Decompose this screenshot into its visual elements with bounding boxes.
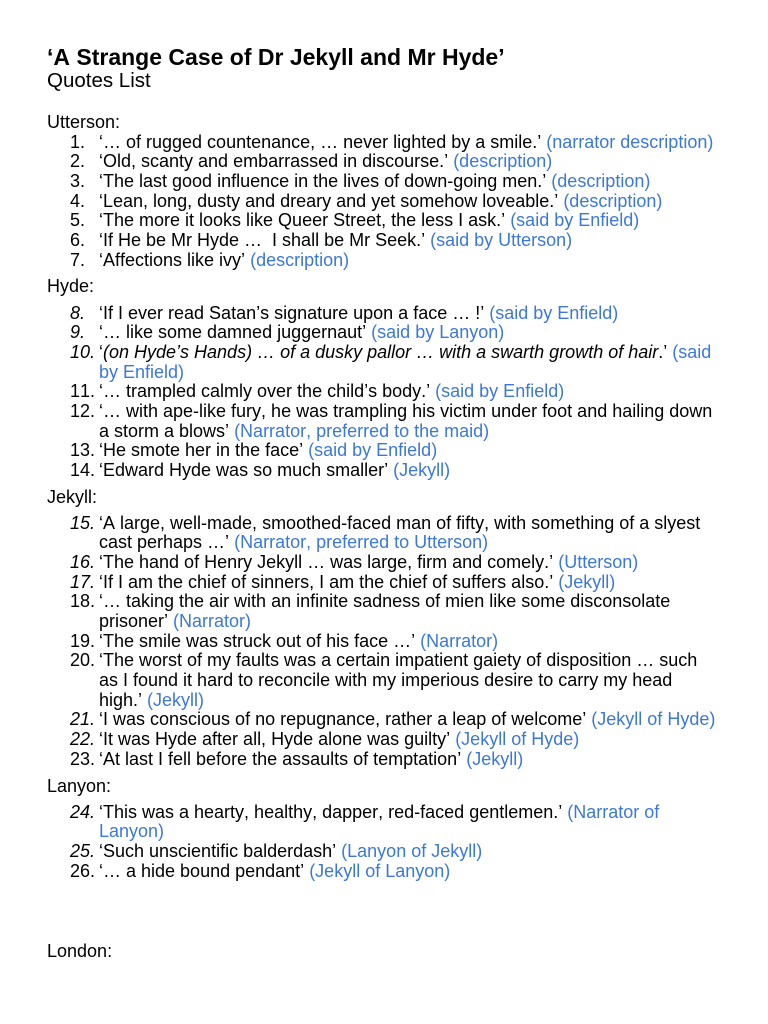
quote-source: (said by Enfield)	[308, 440, 438, 461]
quote-list	[47, 304, 768, 481]
document-title: ‘A Strange Case of Dr Jekyll and Mr Hyde’	[47, 44, 505, 70]
item-text	[99, 251, 715, 271]
quote-text: ‘A large, well-made, smoothed-faced man of fifty, with something of a slyest cast perhaps …’	[99, 512, 706, 553]
quote-source: (Jekyll)	[147, 689, 205, 710]
quote-text: ‘The hand of Henry Jekyll … was large, firm and comely.’	[99, 552, 554, 573]
quote-source: (said by Lanyon)	[371, 322, 505, 343]
quote-text: ‘… like some damned juggernaut’	[99, 322, 367, 343]
item-text	[99, 211, 715, 231]
quote-source: (said by Enfield)	[489, 302, 619, 323]
item-number: 3.	[70, 171, 86, 192]
quote-item	[47, 251, 768, 271]
item-number: 10.	[70, 341, 96, 362]
item-text	[99, 323, 715, 343]
item-text	[99, 382, 715, 402]
quote-item	[47, 461, 768, 481]
quote-text: ‘The smile was struck out of his face …’	[99, 630, 416, 651]
quote-open-mark: ‘	[99, 341, 103, 362]
quote-item	[47, 592, 768, 631]
quote-source: (said by Utterson)	[430, 230, 573, 251]
quote-source: (description)	[563, 190, 663, 211]
quote-text: ‘If He be Mr Hyde … I shall be Mr Seek.’	[99, 230, 426, 251]
item-number: 16.	[70, 552, 96, 573]
item-text	[99, 651, 715, 710]
section-heading: Utterson:	[47, 112, 121, 132]
quote-source: (description)	[250, 249, 350, 270]
section-hyde	[47, 277, 768, 480]
item-text	[99, 553, 715, 573]
quote-text: ‘Old, scanty and embarrassed in discourse.’	[99, 151, 449, 172]
item-number: 2.	[70, 151, 86, 172]
quote-source: (Jekyll of Hyde)	[455, 729, 580, 750]
item-text	[99, 231, 715, 251]
section-lanyon	[47, 777, 768, 882]
section-heading: Lanyon:	[47, 775, 112, 796]
quote-list	[47, 514, 768, 770]
item-text	[99, 133, 715, 153]
item-number: 15.	[70, 512, 96, 533]
quote-source: (Narrator, preferred to Utterson)	[234, 532, 489, 553]
item-text	[99, 862, 715, 882]
item-text	[99, 192, 715, 212]
quote-text: ‘If I ever read Satan’s signature upon a face … !’	[99, 302, 485, 323]
item-text	[99, 592, 715, 631]
quote-item	[47, 382, 768, 402]
quote-source: (Narrator)	[173, 611, 252, 632]
quote-item	[47, 632, 768, 652]
item-number: 17.	[70, 571, 96, 592]
quote-source: (Jekyll)	[466, 748, 524, 769]
item-number: 23.	[70, 748, 96, 769]
item-text	[99, 152, 715, 172]
quote-text: ‘… of rugged countenance, … never lighted by a smile.’	[99, 131, 542, 152]
item-number: 26.	[70, 860, 96, 881]
quote-source: (said by Enfield)	[99, 341, 717, 382]
quote-item	[47, 553, 768, 573]
item-number: 18.	[70, 591, 96, 612]
item-number: 21.	[70, 709, 96, 730]
quote-source: (Jekyll)	[393, 459, 451, 480]
item-number: 7.	[70, 249, 86, 270]
quote-item	[47, 573, 768, 593]
item-text	[99, 803, 715, 842]
quote-source: (Narrator)	[420, 630, 499, 651]
quote-text: ‘This was a hearty, healthy, dapper, red-faced gentlemen.’	[99, 801, 563, 822]
quote-text: ‘… a hide bound pendant’	[99, 860, 305, 881]
quote-item	[47, 842, 768, 862]
item-number: 24.	[70, 801, 96, 822]
section-heading: Jekyll:	[47, 486, 98, 507]
item-number: 6.	[70, 230, 86, 251]
quote-source: (Lanyon of Jekyll)	[341, 841, 483, 862]
document-subtitle: Quotes List	[47, 69, 151, 92]
quote-text: ‘Such unscientific balderdash’	[99, 841, 337, 862]
quote-item	[47, 710, 768, 730]
item-text	[99, 514, 715, 553]
item-text	[99, 172, 715, 192]
quote-list	[47, 133, 768, 271]
quote-item	[47, 211, 768, 231]
item-number: 13.	[70, 440, 96, 461]
item-number: 19.	[70, 630, 96, 651]
quote-item	[47, 730, 768, 750]
item-text	[99, 461, 715, 481]
quote-source: (Narrator of Lanyon)	[99, 801, 665, 842]
item-text	[99, 710, 715, 730]
item-number: 25.	[70, 841, 96, 862]
item-text	[99, 343, 715, 382]
quote-source: (Jekyll of Lanyon)	[309, 860, 451, 881]
quote-source: (said by Enfield)	[510, 210, 640, 231]
item-number: 8.	[70, 302, 86, 323]
item-text	[99, 842, 715, 862]
item-number: 4.	[70, 190, 86, 211]
quote-text: ‘If I am the chief of sinners, I am the chief of suffers also.’	[99, 571, 554, 592]
quote-source: (narrator description)	[546, 131, 714, 152]
item-number: 9.	[70, 322, 86, 343]
item-number: 20.	[70, 650, 96, 671]
quote-source: (Jekyll)	[558, 571, 616, 592]
quote-source: (description)	[551, 171, 651, 192]
quote-source: (Narrator, preferred to the maid)	[234, 420, 490, 441]
quote-item	[47, 231, 768, 251]
quote-item	[47, 441, 768, 461]
item-text	[99, 441, 715, 461]
quote-text: ‘The worst of my faults was a certain impatient gaiety of disposition … such as I found it hard to reconcile with my imperious desire to carry my head high.’	[99, 650, 703, 710]
quote-text: ‘Edward Hyde was so much smaller’	[99, 459, 389, 480]
item-number: 5.	[70, 210, 86, 231]
quote-item	[47, 651, 768, 710]
quote-text: ‘At last I fell before the assaults of temptation’	[99, 748, 462, 769]
quote-item	[47, 192, 768, 212]
item-text	[99, 632, 715, 652]
quote-item	[47, 514, 768, 553]
section-heading: Hyde:	[47, 276, 95, 297]
sections	[47, 113, 768, 962]
section-london	[47, 942, 768, 962]
quote-text: ‘Lean, long, dusty and dreary and yet somehow loveable.’	[99, 190, 559, 211]
item-text	[99, 730, 715, 750]
item-number: 12.	[70, 400, 96, 421]
quote-text: ‘… with ape-like fury, he was trampling his victim under foot and hailing down a storm a blows’	[99, 400, 718, 441]
quote-item	[47, 152, 768, 172]
quote-item	[47, 343, 768, 382]
item-text	[99, 573, 715, 593]
item-number: 14.	[70, 459, 96, 480]
quote-item	[47, 862, 768, 882]
item-text	[99, 750, 715, 770]
quote-text: ‘He smote her in the face’	[99, 440, 304, 461]
quote-source: (Utterson)	[558, 552, 639, 573]
quote-text: ‘The more it looks like Queer Street, the less I ask.’	[99, 210, 506, 231]
section-jekyll	[47, 488, 768, 770]
quote-item	[47, 803, 768, 842]
quote-item	[47, 172, 768, 192]
quote-item	[47, 323, 768, 343]
quote-list	[47, 803, 768, 882]
item-number: 11.	[70, 381, 96, 402]
quote-item	[47, 402, 768, 441]
item-number: 22.	[70, 729, 96, 750]
quote-text: ‘… taking the air with an infinite sadness of mien like some disconsolate prisoner’	[99, 591, 676, 632]
quote-text: ‘… trampled calmly over the child’s body.’	[99, 381, 431, 402]
quote-text: ‘The last good influence in the lives of down-going men.’	[99, 171, 547, 192]
item-text	[99, 304, 715, 324]
quote-text: .’	[658, 341, 668, 362]
quote-source: (Jekyll of Hyde)	[591, 709, 716, 730]
item-number: 1.	[70, 131, 86, 152]
quote-source: (said by Enfield)	[435, 381, 565, 402]
section-heading: London:	[47, 940, 113, 961]
quote-italic-text: (on Hyde’s Hands) … of a dusky pallor … with a swarth growth of hair	[103, 341, 659, 362]
item-text	[99, 400, 718, 441]
quote-item	[47, 304, 768, 324]
quote-text: ‘It was Hyde after all, Hyde alone was guilty’	[99, 729, 451, 750]
quote-item	[47, 133, 768, 153]
section-utterson	[47, 113, 768, 270]
quote-item	[47, 750, 768, 770]
quote-source: (description)	[453, 151, 553, 172]
quote-text: ‘Affections like ivy’	[99, 249, 246, 270]
quote-text: ‘I was conscious of no repugnance, rather a leap of welcome’	[99, 709, 587, 730]
